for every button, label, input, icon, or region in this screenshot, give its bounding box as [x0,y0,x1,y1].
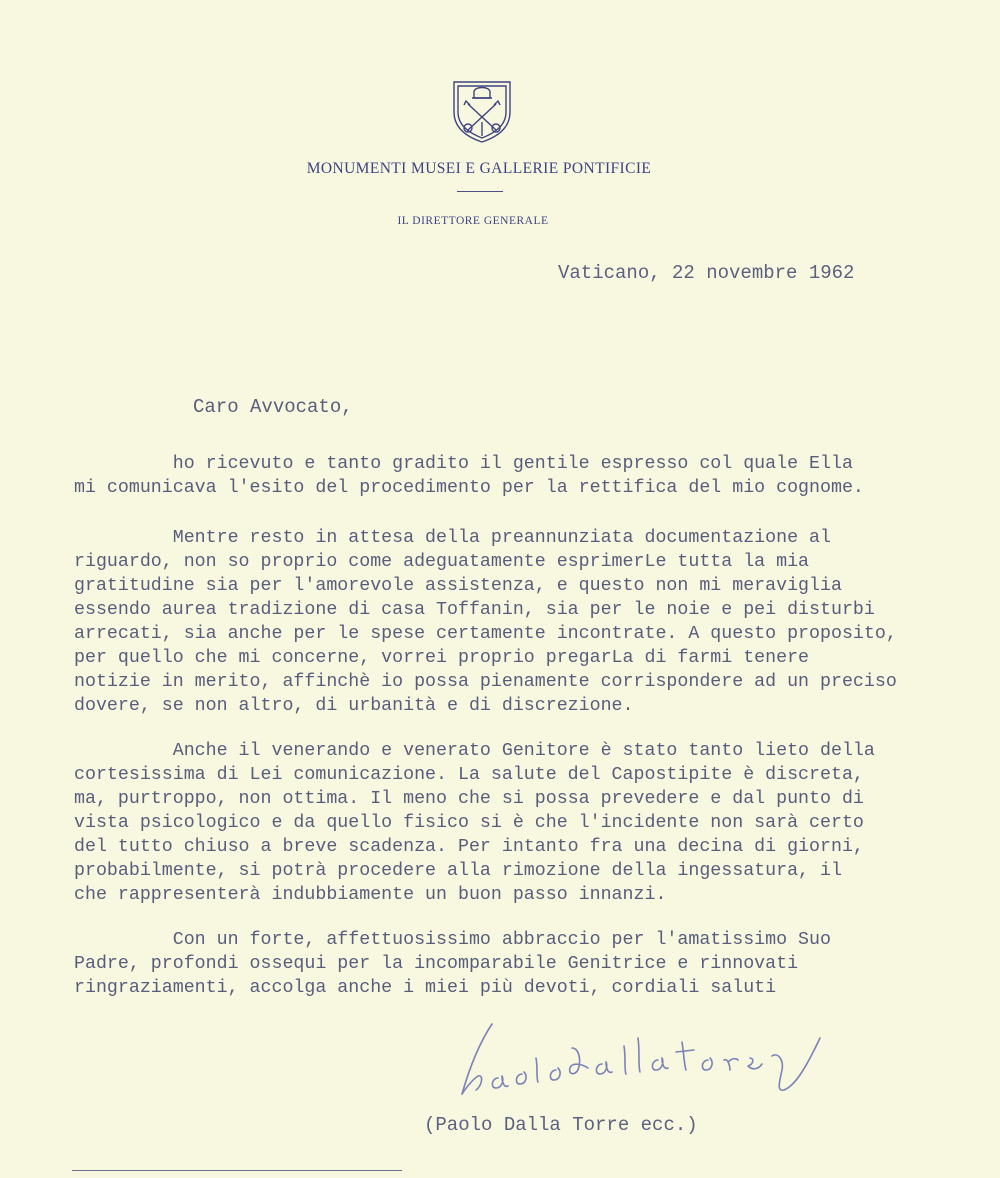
text-line: Padre, profondi ossequi per la incomparabile Genitrice e rinnovati [74,954,799,974]
text-line: ma, purtroppo, non ottima. Il meno che si possa prevedere e dal punto di [74,789,864,809]
text-line: che rappresenterà indubbiamente un buon passo innanzi. [74,885,667,905]
text-line: cortesissima di Lei comunicazione. La salute del Capostipite è discreta, [74,765,864,785]
bottom-divider [72,1170,402,1171]
letterhead-divider [457,191,503,192]
handwritten-signature [432,1018,842,1104]
text-line: arrecati, sia anche per le spese certamente incontrate. A questo proposito, [74,624,897,644]
body-paragraph-1 [74,452,994,500]
text-line: del tutto chiuso a breve scadenza. Per intanto fra una decina di giorni, [74,837,864,857]
text-line: dovere, se non altro, di urbanità e di discrezione. [74,696,634,716]
institution-name: MONUMENTI MUSEI E GALLERIE PONTIFICIE [306,160,652,177]
text-line: Mentre resto in attesa della preannunziata documentazione al [74,528,831,548]
body-paragraph-4 [74,928,994,1000]
text-line: essendo aurea tradizione di casa Toffanin, sia per le noie e pei disturbi [74,600,875,620]
text-line: Anche il venerando e venerato Genitore è stato tanto lieto della [74,741,875,761]
typed-signature-name: (Paolo Dalla Torre ecc.) [424,1114,698,1136]
papal-crest-icon [450,78,514,144]
salutation: Caro Avvocato, [193,396,353,418]
body-paragraph-3 [74,739,994,907]
text-line: notizie in merito, affinchè io possa pienamente corrispondere ad un preciso [74,672,897,692]
dateline: Vaticano, 22 novembre 1962 [558,262,855,284]
text-line: per quello che mi concerne, vorrei proprio pregarLa di farmi tenere [74,648,810,668]
text-line: gratitudine sia per l'amorevole assistenza, e questo non mi meraviglia [74,576,842,596]
text-line: ho ricevuto e tanto gradito il gentile espresso col quale Ella [74,454,853,474]
text-line: probabilmente, si potrà procedere alla rimozione della ingessatura, il [74,861,842,881]
body-paragraph-2 [74,526,994,718]
text-line: vista psicologico e da quello fisico si è che l'incidente non sarà certo [74,813,864,833]
office-title: IL DIRETTORE GENERALE [397,215,549,227]
text-line: ringraziamenti, accolga anche i miei più devoti, cordiali saluti [74,978,777,998]
text-line: mi comunicava l'esito del procedimento per la rettifica del mio cognome. [74,478,864,498]
text-line: Con un forte, affettuosissimo abbraccio per l'amatissimo Suo [74,930,831,950]
text-line: riguardo, non so proprio come adeguatamente esprimerLe tutta la mia [74,552,810,572]
